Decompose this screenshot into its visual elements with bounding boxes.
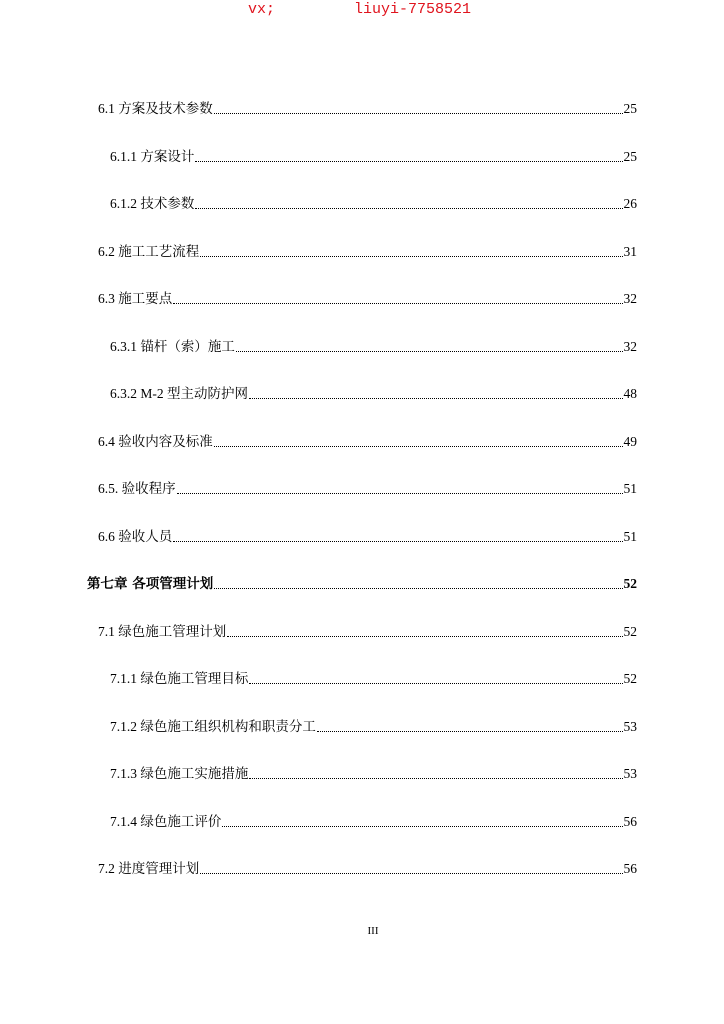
toc-dot-leader xyxy=(249,777,622,779)
toc-dot-leader xyxy=(214,445,623,447)
toc-entry-title: 7.1.3 绿色施工实施措施 xyxy=(110,766,249,781)
toc-entry[interactable] xyxy=(110,194,637,214)
toc-entry[interactable] xyxy=(98,527,637,547)
toc-entry-title: 6.3.1 锚杆（索）施工 xyxy=(110,338,235,354)
toc-entry-title: 6.6 验收人员 xyxy=(98,528,173,544)
toc-entry[interactable] xyxy=(98,479,637,499)
toc-entry-title: 6.2 施工工艺流程 xyxy=(98,243,200,259)
toc-entry-title: 7.2 进度管理计划 xyxy=(98,861,200,876)
toc-entry-page-number: 51 xyxy=(623,528,637,544)
toc-entry-title: 6.3.2 M-2 型主动防护网 xyxy=(110,386,248,401)
watermark-contact-label: vx; xyxy=(248,1,276,18)
toc-dot-leader xyxy=(317,730,623,732)
toc-entry[interactable] xyxy=(110,717,637,737)
toc-entry-page-number: 56 xyxy=(623,813,637,829)
toc-dot-leader xyxy=(177,492,623,494)
toc-entry-page-number: 26 xyxy=(623,196,637,211)
toc-entry-page-number: 53 xyxy=(623,718,637,734)
toc-entry-title: 7.1.1 绿色施工管理目标 xyxy=(110,671,249,686)
toc-dot-leader xyxy=(249,682,622,684)
toc-entry[interactable] xyxy=(110,384,637,404)
toc-dot-leader xyxy=(195,207,622,209)
toc-dot-leader xyxy=(214,587,622,589)
toc-dot-leader xyxy=(214,112,623,114)
toc-entry-page-number: 32 xyxy=(623,338,637,354)
toc-entry-page-number: 52 xyxy=(623,671,637,686)
toc-dot-leader xyxy=(173,302,622,304)
toc-entry-title: 7.1.4 绿色施工评价 xyxy=(110,813,222,829)
toc-dot-leader xyxy=(200,255,622,257)
toc-entry-page-number: 52 xyxy=(623,623,637,639)
toc-entry-title: 6.4 验收内容及标准 xyxy=(98,433,213,449)
toc-entry[interactable] xyxy=(98,242,637,262)
toc-entry[interactable] xyxy=(98,289,637,309)
toc-entry-title: 7.1 绿色施工管理计划 xyxy=(98,623,227,639)
toc-entry-page-number: 31 xyxy=(623,243,637,259)
toc-entry-title: 6.3 施工要点 xyxy=(98,291,173,306)
toc-dot-leader xyxy=(195,160,622,162)
toc-entry[interactable] xyxy=(98,859,637,879)
toc-dot-leader xyxy=(227,635,622,637)
toc-entry-page-number: 52 xyxy=(623,576,637,591)
toc-entry-page-number: 25 xyxy=(623,101,637,116)
toc-entry-title: 6.1.1 方案设计 xyxy=(110,148,195,164)
toc-entry[interactable] xyxy=(98,432,637,452)
toc-entry[interactable] xyxy=(87,574,637,594)
toc-entry-page-number: 48 xyxy=(623,386,637,401)
toc-entry-title: 6.1 方案及技术参数 xyxy=(98,101,213,116)
toc-entry-page-number: 32 xyxy=(623,291,637,306)
toc-entry-page-number: 56 xyxy=(623,861,637,876)
toc-entry[interactable] xyxy=(110,147,637,167)
toc-entry[interactable] xyxy=(110,669,637,689)
toc-entry-title: 6.5. 验收程序 xyxy=(98,481,176,496)
toc-entry[interactable] xyxy=(98,99,637,119)
toc-entry-title: 7.1.2 绿色施工组织机构和职责分工 xyxy=(110,718,316,734)
toc-dot-leader xyxy=(200,872,622,874)
toc-entry[interactable] xyxy=(98,622,637,642)
toc-dot-leader xyxy=(173,540,622,542)
toc-entry-page-number: 25 xyxy=(623,148,637,164)
toc-entry-title: 第七章 各项管理计划 xyxy=(87,576,214,592)
toc-entry[interactable] xyxy=(110,337,637,357)
toc-entry[interactable] xyxy=(110,812,637,832)
watermark-contact-id: liuyi-7758521 xyxy=(354,1,472,18)
toc-entry-title: 6.1.2 技术参数 xyxy=(110,196,195,211)
toc-entry-page-number: 53 xyxy=(623,766,637,781)
page-number: III xyxy=(367,925,379,937)
toc-dot-leader xyxy=(222,825,622,827)
toc-entry[interactable] xyxy=(110,764,637,784)
toc-dot-leader xyxy=(236,350,623,352)
toc-dot-leader xyxy=(249,397,623,399)
toc-entry-page-number: 51 xyxy=(623,481,637,496)
toc-entry-page-number: 49 xyxy=(623,433,637,449)
watermark xyxy=(0,0,724,24)
